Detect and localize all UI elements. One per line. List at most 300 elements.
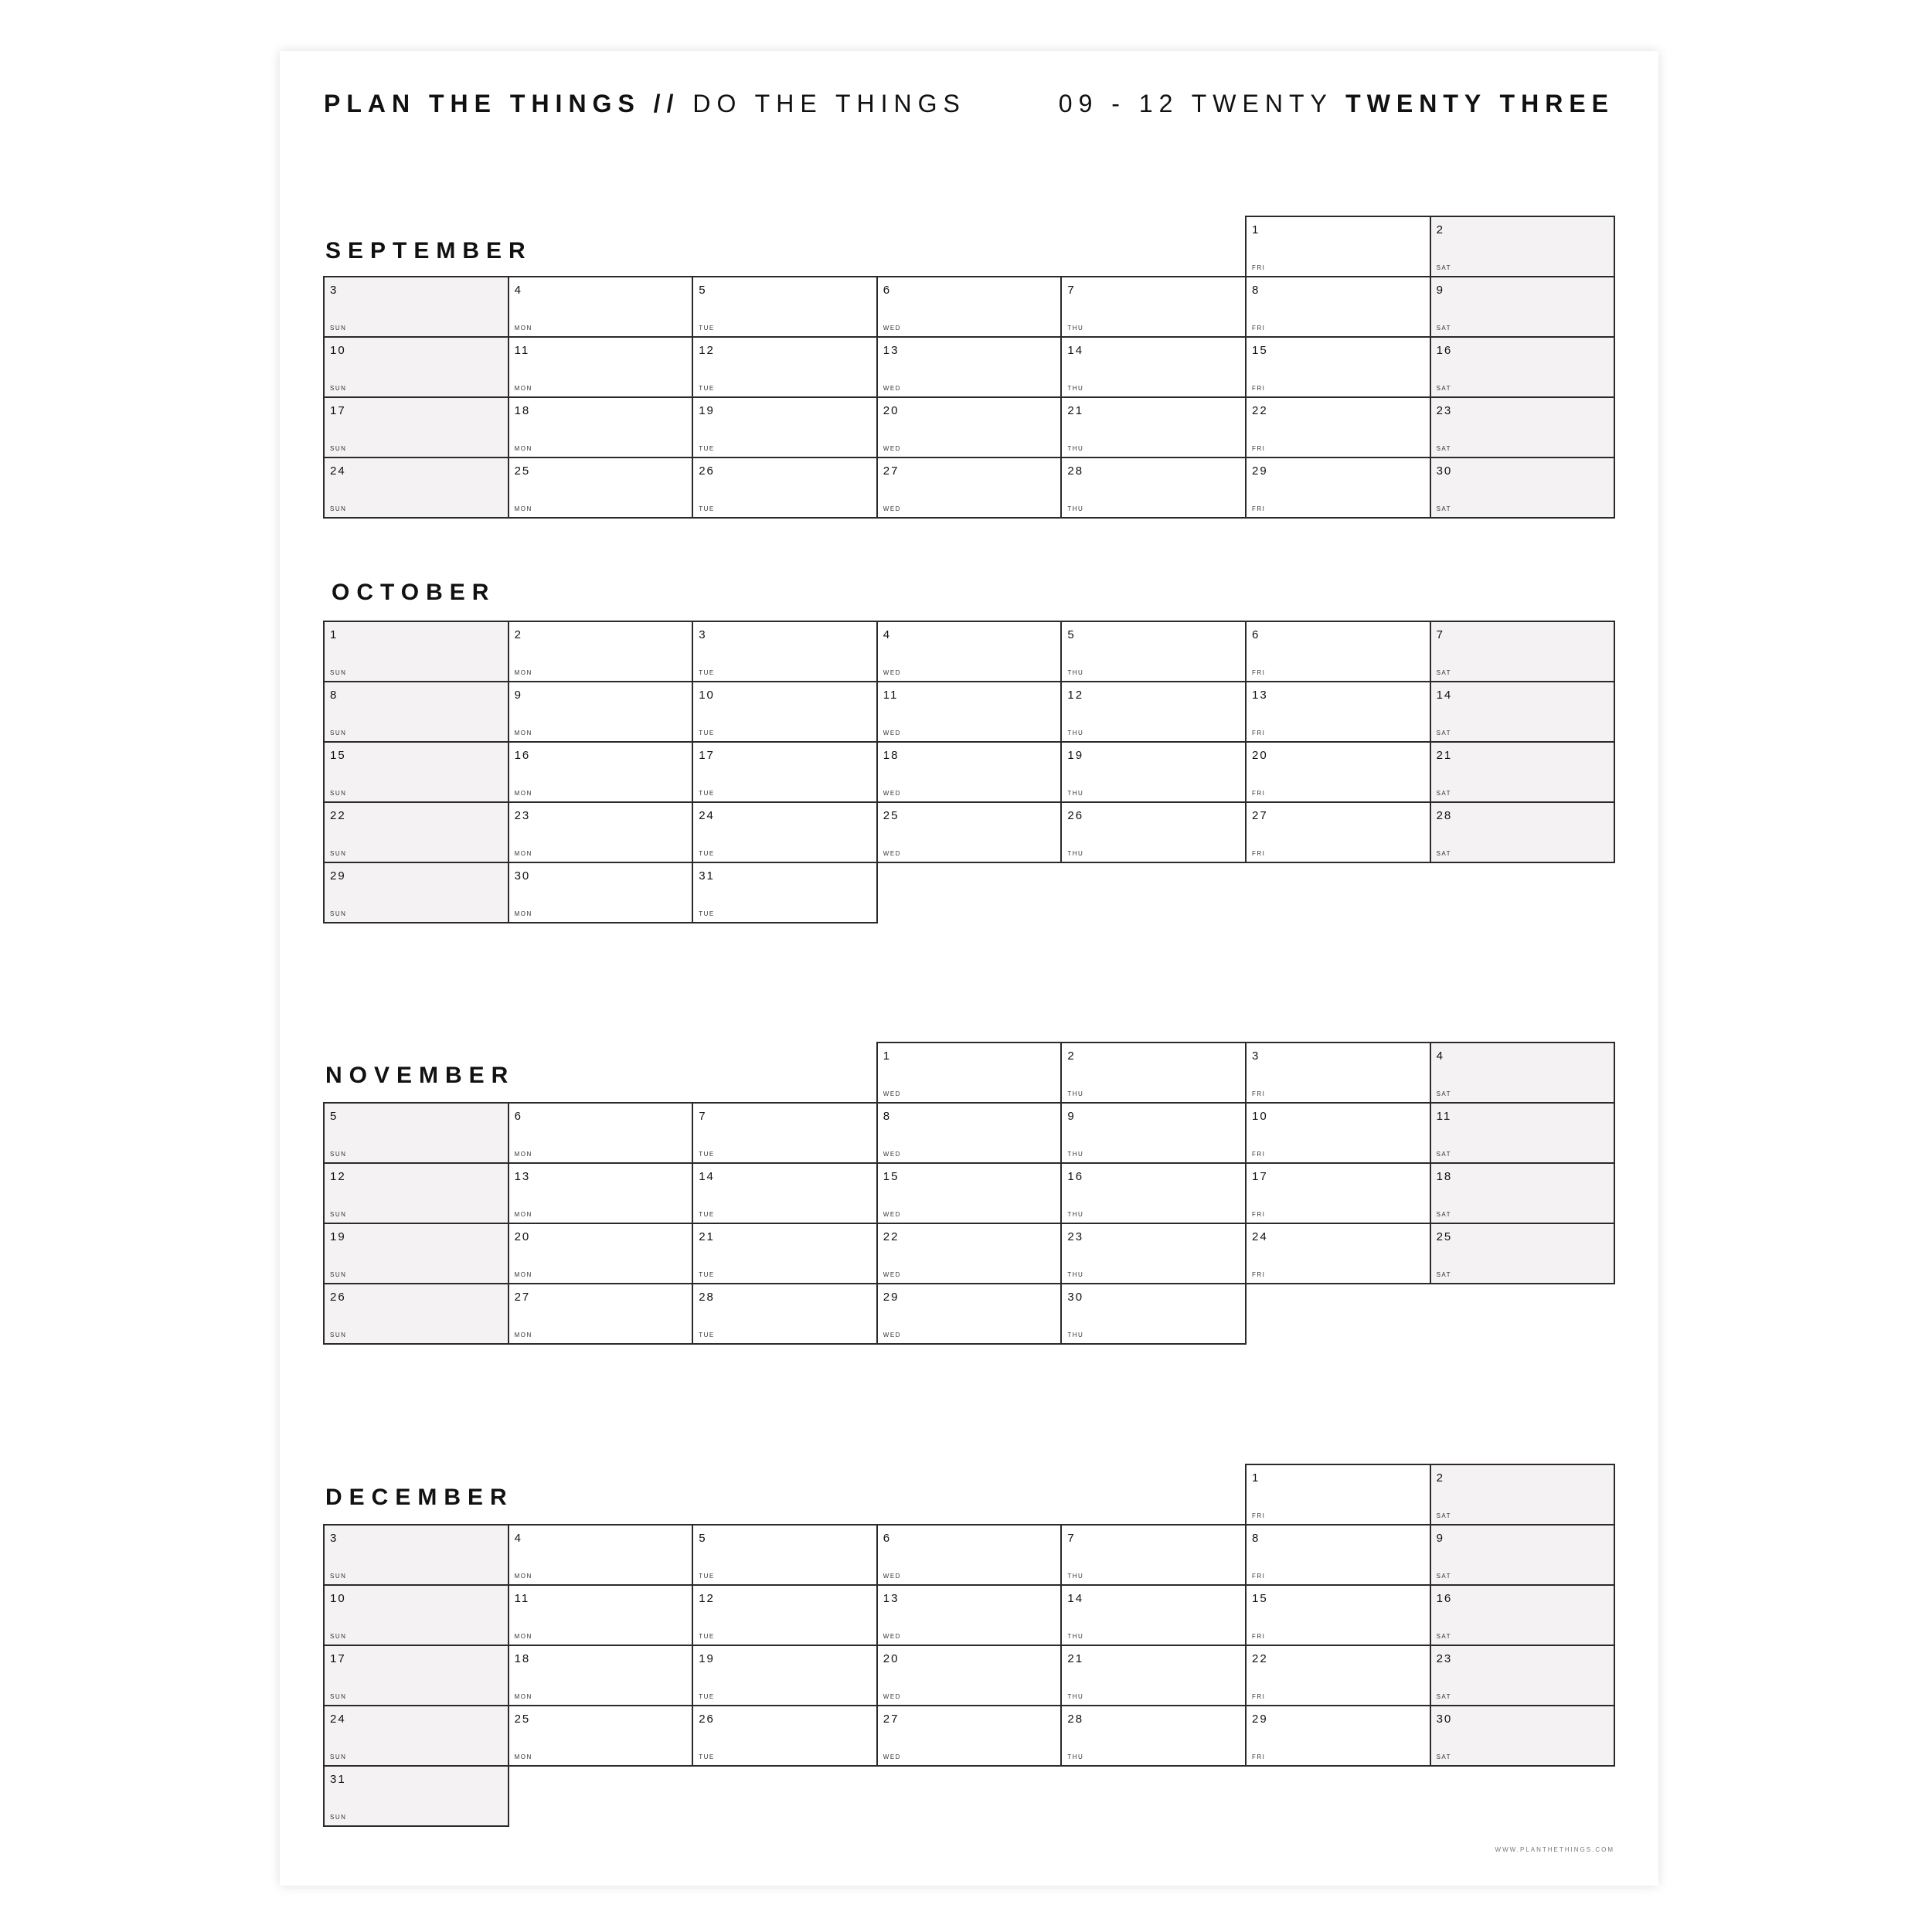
weekday-label: TUE: [699, 669, 715, 676]
day-cell: [1060, 1645, 1247, 1706]
weekday-label: TUE: [699, 1633, 715, 1640]
day-cell: [876, 1223, 1063, 1284]
day-number: 8: [1252, 284, 1260, 297]
day-number: 4: [883, 628, 892, 641]
day-cell: [1245, 801, 1431, 863]
weekday-label: THU: [1067, 1693, 1084, 1700]
weekday-label: WED: [883, 1151, 901, 1158]
day-cell: [876, 276, 1063, 338]
day-number: 9: [1436, 1532, 1444, 1545]
weekday-label: THU: [1067, 1271, 1084, 1278]
day-cell: [508, 1705, 694, 1767]
day-number: 20: [883, 1652, 900, 1665]
day-cell: [1430, 396, 1616, 458]
weekday-label: SAT: [1436, 850, 1452, 857]
day-cell: [1245, 681, 1431, 743]
weekday-label: WED: [883, 505, 901, 512]
day-number: 26: [699, 1713, 715, 1726]
weekday-label: MON: [514, 325, 532, 332]
day-cell: [1245, 216, 1431, 277]
day-number: 22: [1252, 404, 1268, 417]
weekday-label: WED: [883, 1633, 901, 1640]
day-number: 22: [1252, 1652, 1268, 1665]
day-number: 25: [514, 1713, 531, 1726]
day-cell: [692, 336, 878, 398]
day-number: 6: [1252, 628, 1260, 641]
day-cell: [876, 741, 1063, 803]
footer-url: WWW.PLANTHETHINGS.COM: [1495, 1846, 1614, 1853]
weekday-label: THU: [1067, 1573, 1084, 1580]
weekday-label: WED: [883, 1211, 901, 1218]
day-number: 25: [514, 464, 531, 478]
weekday-label: MON: [514, 1753, 532, 1760]
day-number: 27: [883, 464, 900, 478]
day-cell: [876, 1645, 1063, 1706]
weekday-label: WED: [883, 385, 901, 392]
day-cell: [876, 1584, 1063, 1646]
weekday-label: TUE: [699, 325, 715, 332]
weekday-label: SUN: [330, 1151, 347, 1158]
weekday-label: WED: [883, 790, 901, 797]
weekday-label: SAT: [1436, 1512, 1452, 1519]
month-name: SEPTEMBER: [325, 238, 532, 264]
weekday-label: SUN: [330, 445, 347, 452]
weekday-label: SUN: [330, 910, 347, 917]
weekday-label: MON: [514, 669, 532, 676]
day-cell: [876, 1524, 1063, 1586]
day-cell: [1245, 1102, 1431, 1164]
weekday-label: SAT: [1436, 1633, 1452, 1640]
day-cell: [1430, 1524, 1616, 1586]
weekday-label: TUE: [699, 505, 715, 512]
day-number: 18: [1436, 1170, 1453, 1183]
day-cell: [692, 1705, 878, 1767]
weekday-label: SUN: [330, 1753, 347, 1760]
day-number: 28: [1067, 464, 1084, 478]
day-number: 18: [883, 749, 900, 762]
weekday-label: FRI: [1252, 445, 1266, 452]
day-number: 12: [1067, 689, 1084, 702]
day-number: 29: [1252, 1713, 1268, 1726]
day-number: 22: [330, 809, 346, 822]
day-number: 2: [1067, 1049, 1076, 1063]
day-number: 3: [330, 1532, 338, 1545]
day-cell: [323, 1102, 509, 1164]
weekday-label: MON: [514, 1332, 532, 1338]
day-number: 18: [514, 404, 531, 417]
day-number: 26: [699, 464, 715, 478]
day-cell: [876, 1283, 1063, 1345]
weekday-label: FRI: [1252, 1753, 1266, 1760]
day-number: 13: [1252, 689, 1268, 702]
weekday-label: TUE: [699, 730, 715, 736]
weekday-label: THU: [1067, 1090, 1084, 1097]
day-number: 7: [1067, 284, 1076, 297]
day-cell: [692, 276, 878, 338]
day-cell: [1060, 801, 1247, 863]
day-number: 13: [514, 1170, 531, 1183]
day-cell: [1430, 741, 1616, 803]
day-cell: [1060, 741, 1247, 803]
weekday-label: SUN: [330, 1693, 347, 1700]
weekday-label: FRI: [1252, 385, 1266, 392]
day-cell: [508, 681, 694, 743]
weekday-label: WED: [883, 669, 901, 676]
day-number: 21: [1436, 749, 1453, 762]
day-cell: [692, 862, 878, 923]
weekday-label: MON: [514, 1693, 532, 1700]
day-number: 20: [1252, 749, 1268, 762]
weekday-label: SUN: [330, 1332, 347, 1338]
day-cell: [508, 457, 694, 519]
day-number: 3: [1252, 1049, 1260, 1063]
day-cell: [1060, 1283, 1247, 1345]
day-cell: [323, 862, 509, 923]
weekday-label: SUN: [330, 669, 347, 676]
day-number: 26: [1067, 809, 1084, 822]
day-cell: [876, 681, 1063, 743]
day-cell: [508, 741, 694, 803]
day-cell: [323, 681, 509, 743]
day-cell: [1060, 681, 1247, 743]
day-number: 21: [699, 1230, 715, 1243]
day-cell: [1060, 1162, 1247, 1224]
weekday-label: TUE: [699, 1573, 715, 1580]
day-cell: [508, 1524, 694, 1586]
day-number: 8: [883, 1110, 892, 1123]
day-cell: [323, 1524, 509, 1586]
day-cell: [1060, 1524, 1247, 1586]
weekday-label: SUN: [330, 1633, 347, 1640]
weekday-label: FRI: [1252, 850, 1266, 857]
day-cell: [1245, 1705, 1431, 1767]
day-number: 17: [330, 404, 346, 417]
weekday-label: MON: [514, 790, 532, 797]
weekday-label: FRI: [1252, 669, 1266, 676]
day-number: 1: [883, 1049, 892, 1063]
day-cell: [1430, 1162, 1616, 1224]
day-number: 1: [1252, 223, 1260, 236]
day-number: 6: [883, 1532, 892, 1545]
weekday-label: TUE: [699, 1151, 715, 1158]
day-cell: [323, 1765, 509, 1827]
day-cell: [692, 801, 878, 863]
day-number: 12: [699, 1592, 715, 1605]
weekday-label: SUN: [330, 1211, 347, 1218]
weekday-label: THU: [1067, 730, 1084, 736]
planner-period: [1059, 90, 1614, 118]
day-cell: [1060, 336, 1247, 398]
day-number: 6: [514, 1110, 522, 1123]
day-cell: [692, 741, 878, 803]
day-number: 22: [883, 1230, 900, 1243]
day-cell: [1430, 216, 1616, 277]
day-number: 24: [1252, 1230, 1268, 1243]
day-number: 2: [514, 628, 522, 641]
weekday-label: WED: [883, 1271, 901, 1278]
day-cell: [692, 681, 878, 743]
day-cell: [876, 457, 1063, 519]
weekday-label: FRI: [1252, 790, 1266, 797]
day-cell: [508, 396, 694, 458]
day-cell: [508, 276, 694, 338]
day-cell: [1060, 1584, 1247, 1646]
day-number: 5: [330, 1110, 338, 1123]
weekday-label: SAT: [1436, 1271, 1452, 1278]
weekday-label: MON: [514, 1151, 532, 1158]
day-number: 7: [699, 1110, 707, 1123]
weekday-label: FRI: [1252, 1573, 1266, 1580]
day-cell: [1430, 621, 1616, 682]
day-cell: [1060, 1223, 1247, 1284]
planner-title: [324, 90, 966, 118]
planner-sheet: [280, 51, 1658, 1886]
weekday-label: SAT: [1436, 1211, 1452, 1218]
weekday-label: WED: [883, 1090, 901, 1097]
weekday-label: TUE: [699, 1753, 715, 1760]
day-number: 24: [330, 464, 346, 478]
day-number: 30: [1436, 1713, 1453, 1726]
weekday-label: SUN: [330, 850, 347, 857]
day-number: 2: [1436, 223, 1444, 236]
day-cell: [1060, 1102, 1247, 1164]
weekday-label: MON: [514, 1271, 532, 1278]
day-number: 28: [1067, 1713, 1084, 1726]
day-cell: [1430, 457, 1616, 519]
day-cell: [1430, 1042, 1616, 1104]
weekday-label: THU: [1067, 1211, 1084, 1218]
day-number: 28: [1436, 809, 1453, 822]
day-cell: [1245, 396, 1431, 458]
day-cell: [1430, 1645, 1616, 1706]
day-cell: [508, 1283, 694, 1345]
day-cell: [1430, 1102, 1616, 1164]
weekday-label: FRI: [1252, 1693, 1266, 1700]
day-number: 24: [330, 1713, 346, 1726]
weekday-label: FRI: [1252, 325, 1266, 332]
day-cell: [508, 862, 694, 923]
weekday-label: FRI: [1252, 264, 1266, 271]
weekday-label: THU: [1067, 445, 1084, 452]
day-number: 12: [330, 1170, 346, 1183]
day-number: 9: [1436, 284, 1444, 297]
day-cell: [508, 1162, 694, 1224]
weekday-label: SAT: [1436, 1753, 1452, 1760]
weekday-label: FRI: [1252, 1211, 1266, 1218]
day-cell: [1430, 336, 1616, 398]
weekday-label: SAT: [1436, 445, 1452, 452]
day-cell: [692, 1584, 878, 1646]
day-cell: [323, 741, 509, 803]
weekday-label: SUN: [330, 325, 347, 332]
weekday-label: THU: [1067, 1753, 1084, 1760]
day-cell: [1430, 1223, 1616, 1284]
weekday-label: WED: [883, 445, 901, 452]
weekday-label: FRI: [1252, 1090, 1266, 1097]
day-number: 14: [1436, 689, 1453, 702]
weekday-label: WED: [883, 1753, 901, 1760]
day-number: 31: [699, 869, 715, 883]
weekday-label: SUN: [330, 1573, 347, 1580]
day-cell: [1245, 1645, 1431, 1706]
weekday-label: MON: [514, 850, 532, 857]
day-cell: [1430, 1705, 1616, 1767]
day-number: 1: [1252, 1471, 1260, 1485]
day-number: 4: [514, 284, 522, 297]
weekday-label: MON: [514, 1633, 532, 1640]
day-cell: [1430, 276, 1616, 338]
weekday-label: WED: [883, 1573, 901, 1580]
weekday-label: THU: [1067, 385, 1084, 392]
day-cell: [876, 1102, 1063, 1164]
weekday-label: MON: [514, 730, 532, 736]
day-cell: [508, 336, 694, 398]
day-number: 10: [699, 689, 715, 702]
day-number: 30: [1436, 464, 1453, 478]
day-cell: [323, 396, 509, 458]
weekday-label: TUE: [699, 850, 715, 857]
weekday-label: SAT: [1436, 385, 1452, 392]
weekday-label: SUN: [330, 1271, 347, 1278]
day-number: 16: [514, 749, 531, 762]
day-number: 17: [1252, 1170, 1268, 1183]
weekday-label: SAT: [1436, 669, 1452, 676]
day-number: 20: [514, 1230, 531, 1243]
period-bold: TWENTY THREE: [1345, 90, 1614, 117]
day-number: 31: [330, 1773, 346, 1786]
day-cell: [508, 1102, 694, 1164]
day-number: 8: [330, 689, 338, 702]
day-number: 16: [1436, 1592, 1453, 1605]
day-number: 15: [330, 749, 346, 762]
day-number: 2: [1436, 1471, 1444, 1485]
title-bold: PLAN THE THINGS //: [324, 90, 680, 117]
day-cell: [323, 1223, 509, 1284]
day-cell: [323, 1283, 509, 1345]
day-number: 6: [883, 284, 892, 297]
day-number: 30: [1067, 1291, 1084, 1304]
day-cell: [323, 801, 509, 863]
day-cell: [692, 1524, 878, 1586]
day-number: 25: [1436, 1230, 1453, 1243]
day-number: 20: [883, 404, 900, 417]
day-cell: [692, 1645, 878, 1706]
day-number: 15: [883, 1170, 900, 1183]
day-number: 13: [883, 344, 900, 357]
day-cell: [692, 1223, 878, 1284]
day-cell: [323, 1584, 509, 1646]
weekday-label: SAT: [1436, 1151, 1452, 1158]
day-number: 9: [1067, 1110, 1076, 1123]
weekday-label: MON: [514, 385, 532, 392]
day-cell: [508, 621, 694, 682]
weekday-label: THU: [1067, 505, 1084, 512]
weekday-label: THU: [1067, 790, 1084, 797]
month-name: NOVEMBER: [325, 1063, 515, 1088]
day-cell: [508, 1645, 694, 1706]
weekday-label: MON: [514, 1211, 532, 1218]
day-number: 27: [883, 1713, 900, 1726]
day-cell: [876, 801, 1063, 863]
weekday-label: SAT: [1436, 1693, 1452, 1700]
weekday-label: FRI: [1252, 730, 1266, 736]
day-number: 12: [699, 344, 715, 357]
weekday-label: TUE: [699, 1332, 715, 1338]
day-cell: [508, 1584, 694, 1646]
day-number: 25: [883, 809, 900, 822]
day-number: 27: [1252, 809, 1268, 822]
day-cell: [508, 1223, 694, 1284]
day-number: 9: [514, 689, 522, 702]
day-cell: [1245, 276, 1431, 338]
day-cell: [323, 621, 509, 682]
day-number: 16: [1436, 344, 1453, 357]
weekday-label: WED: [883, 1332, 901, 1338]
period-light: 09 - 12 TWENTY: [1058, 90, 1346, 117]
day-number: 27: [514, 1291, 531, 1304]
day-number: 28: [699, 1291, 715, 1304]
day-cell: [692, 1162, 878, 1224]
day-cell: [1245, 741, 1431, 803]
day-cell: [1245, 1464, 1431, 1526]
day-number: 29: [330, 869, 346, 883]
day-number: 29: [1252, 464, 1268, 478]
weekday-label: MON: [514, 505, 532, 512]
weekday-label: SUN: [330, 1814, 347, 1821]
day-cell: [1060, 396, 1247, 458]
weekday-label: MON: [514, 910, 532, 917]
day-number: 11: [514, 1592, 530, 1605]
weekday-label: THU: [1067, 1332, 1084, 1338]
day-cell: [876, 1705, 1063, 1767]
day-number: 4: [1436, 1049, 1444, 1063]
day-number: 17: [699, 749, 715, 762]
day-number: 1: [330, 628, 338, 641]
weekday-label: SAT: [1436, 790, 1452, 797]
day-number: 30: [514, 869, 531, 883]
day-number: 11: [1436, 1110, 1452, 1123]
day-cell: [692, 1283, 878, 1345]
day-cell: [323, 1705, 509, 1767]
weekday-label: SUN: [330, 730, 347, 736]
day-number: 15: [1252, 344, 1268, 357]
weekday-label: TUE: [699, 385, 715, 392]
day-number: 23: [1436, 404, 1453, 417]
weekday-label: TUE: [699, 910, 715, 917]
weekday-label: WED: [883, 730, 901, 736]
day-number: 8: [1252, 1532, 1260, 1545]
day-cell: [1245, 457, 1431, 519]
day-number: 5: [699, 1532, 707, 1545]
weekday-label: SAT: [1436, 1573, 1452, 1580]
day-number: 29: [883, 1291, 900, 1304]
day-number: 19: [330, 1230, 346, 1243]
day-cell: [1245, 1524, 1431, 1586]
weekday-label: THU: [1067, 1633, 1084, 1640]
month-name: DECEMBER: [325, 1485, 514, 1510]
weekday-label: TUE: [699, 790, 715, 797]
weekday-label: MON: [514, 445, 532, 452]
weekday-label: THU: [1067, 1151, 1084, 1158]
weekday-label: SAT: [1436, 730, 1452, 736]
day-cell: [692, 1102, 878, 1164]
day-number: 21: [1067, 1652, 1084, 1665]
day-number: 14: [1067, 1592, 1084, 1605]
title-light: DO THE THINGS: [679, 90, 966, 117]
weekday-label: FRI: [1252, 505, 1266, 512]
day-cell: [692, 457, 878, 519]
weekday-label: THU: [1067, 669, 1084, 676]
